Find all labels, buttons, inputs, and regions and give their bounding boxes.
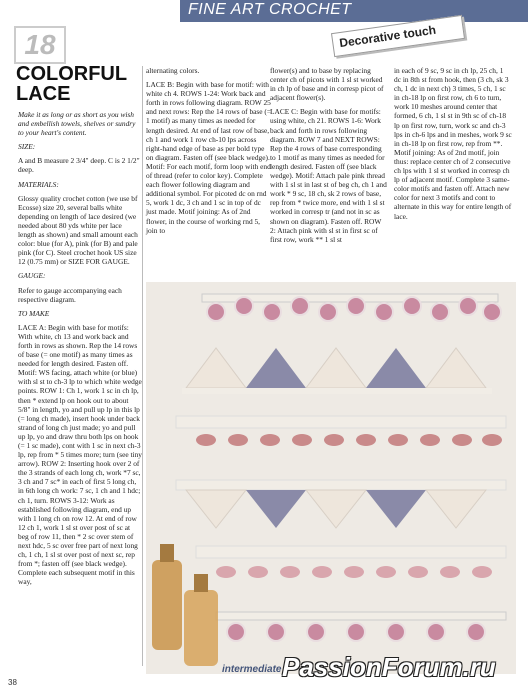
page-number: 38: [8, 678, 17, 687]
title-line-1: COLORFUL: [16, 63, 128, 85]
column-3: [270, 66, 388, 249]
col2-text-2: LACE B: Begin with base for motif: with white ch 4. ROWS 1-24: Work back and forth in rows following diagram. ROW 25 and next rows: Rep the 14 rows of base (= 1 motif) as many times as needed for length desired. At end of last row of base, ch 1 and work 1 row ch-10 lps across right-hand edge of base as per bold type on diagram. Fasten off (see black wedge). Motif: For each motif, form loop with end of thread (refer to color key). Complete each flower following diagram and additional symbol. For picoted dc on rnd 5, work 1 dc, 3 ch and 1 sc in top of dc just made. Motif joining: As of 2nd flower, in the course of working rnd 5, join to: [146, 80, 272, 235]
col4-text-1: in each of 9 sc, 9 sc in ch lp, 25 ch, 1 dc in 8th st from hook, then (3 ch, sk 3 ch, 1 dc in next ch) 3 times, 5 ch, 1 sc in ch-18 lp on first row, ch 6 to turn, work 10 meshes around center that formed, 6 ch, 1 sl st in 9th sc of ch-18 lp on first row, turn, work sc and ch-3 lps in ch-6 lps and in meshes, work 9 sc in ch-18 lp on first row, rep from **. Motif joining: As of 2nd motif, join thus: replace center ch of 2 consecutive ch lps with 1 sl st worked in corresp ch lp of adjacent motif. Complete 3 same-color motifs and fasten off. Attach new color for next 3 motifs and cont to alternate in this way for entire length of lace.: [394, 66, 512, 221]
size-text: A and B measure 2 3/4" deep. C is 2 1/2" deep.: [18, 156, 140, 175]
intro-text: Make it as long or as short as you wish and embellish towels, shelves or sundry to your heart's content.: [18, 110, 136, 138]
col3-text-2: LACE C: Begin with base for motifs: using white, ch 21. ROWS 1-6: Work back and forth in rows following diagram. ROW 7 and NEXT ROWS: Rep the 4 rows of base corresponding to 1 motif as many times as needed for length desired. Fasten off (see black wedge). Motif: Attach pale pink thread with 1 sl st in last st of beg ch, ch 1 and work * 9 sc, 18 ch, sk 2 rows of base, rep from * twice more, end with 1 sl st worked in corresp tr (and not in sc as shown on diagram). Fasten off. ROW 2: Attach pink with sl st in first sc of first row, work ** 1 sl st: [270, 107, 387, 244]
column-1: [18, 110, 142, 592]
page-title: [16, 64, 127, 104]
series-label: intermediate: [222, 664, 282, 675]
title-line-2: LACE: [16, 83, 71, 105]
watermark: PassionForum.ru: [282, 652, 496, 682]
gauge-heading: GAUGE:: [18, 271, 46, 281]
banner-title: FINE ART CROCHET: [188, 1, 352, 18]
lace-strip-triangles: [182, 348, 492, 394]
to-make-text: LACE A: Begin with base for motifs: With white, ch 13 and work back and forth in rows as shown. Rep the 14 rows of base (= one motif) as many times as needed for length desired. Fasten off. Motif: WS facing, attach white (or blue) with sl st to ch-3 lp to which white wedge points. ROW 1: Ch 1, work 1 sc in ch lp, then * extend lp on hook out to about 5/8" in length, yo and pull up lp in this lp (= long ch made), insert hook under back strand of long ch just made; yo and pull up lp, yo and draw thru both lps on hook (= 1 sc made), cont with 1 sc in next ch-3 lp, rep from * 5 times more; turn (see tiny arrow). ROW 2: Inserting hook over 2 of the 3 strands of each long ch, work *7 sc, 3 ch and 7 sc* in each of first 5 long ch, in 6th long ch work: 7 sc, 1 ch and 1 hdc; ch 1, turn. ROWS 3-12: Work as established following diagram, end up with 1 long ch on row 12. At end of row 12 ch 1, work 1 sl st over post of sc at beg of row 11, then * 2 sc over stem of next hdc, 5 sc over free part of next long ch, 1 ch, 1 sl st over post of next sc, rep from *; fasten off (see black wedge). Complete each subsequent motif in this way,: [18, 322, 142, 587]
size-heading: SIZE:: [18, 142, 36, 152]
column-divider: [142, 66, 143, 666]
col3-text-1: flower(s) and to base by replacing center ch of picots with 1 sl st worked in ch lp of base and in corresp picot of adjacent flower(s).: [270, 66, 384, 103]
lace-strip-leaves-2: [196, 546, 506, 578]
col2-text-1: alternating colors.: [146, 66, 200, 75]
to-make-heading: TO MAKE: [18, 308, 50, 318]
lace-strip-leaves: [176, 416, 506, 446]
lace-strip-flowers: [202, 294, 501, 321]
gauge-text: Refer to gauge accompanying each respective diagram.: [18, 285, 122, 304]
materials-text: Glossy quality crochet cotton (we use bf Ecosse) size 20, several balls white depending on length of lace desired (we needed about 80 yds white per lace length as shown) and small amount each color: blue (for A), pink (for B) and pale pink (for C). Steel crochet hook US size 12 (0.75 mm) or SIZE FOR GAUGE.: [18, 193, 138, 267]
column-2: [146, 66, 272, 240]
column-4: [394, 66, 512, 226]
perfume-bottles: [146, 520, 226, 670]
section-tag-label: Decorative touch: [338, 22, 437, 51]
materials-heading: MATERIALS:: [18, 179, 59, 189]
pattern-number: 18: [14, 26, 66, 64]
lace-strip-flowers-2: [216, 612, 506, 641]
